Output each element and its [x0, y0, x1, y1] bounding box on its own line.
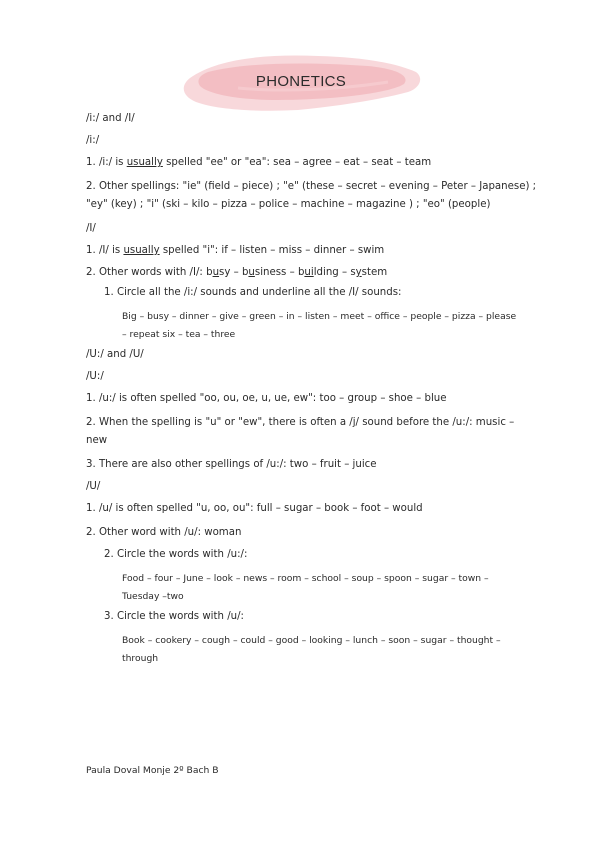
exercise-3-instruction: 3. Circle the words with /u/:: [104, 611, 244, 622]
rule-long-u-2b: new: [86, 435, 108, 446]
title-banner: [178, 48, 424, 120]
rule-long-i-1: 1. /i:/ is usually spelled "ee" or "ea": sea – agree – eat – seat – team: [86, 157, 432, 168]
rule-long-u-2a: 2. When the spelling is "u" or "ew", there is often a /j/ sound before the /u:/: music –: [86, 417, 515, 428]
exercise-3-words-a: Book – cookery – cough – could – good – looking – lunch – soon – sugar – thought –: [122, 635, 501, 646]
rule-short-i-1: 1. /I/ is usually spelled "i": if – listen – miss – dinner – swim: [86, 245, 385, 256]
rule-short-u-1: 1. /u/ is often spelled "u, oo, ou": full – sugar – book – foot – would: [86, 503, 423, 514]
rule-long-u-3: 3. There are also other spellings of /u:/: two – fruit – juice: [86, 459, 377, 470]
exercise-3-words-b: through: [122, 653, 159, 664]
section-heading-oo: /U:/ and /U/: [86, 349, 144, 360]
rule-long-u-1: 1. /u:/ is often spelled "oo, ou, oe, u, ue, ew": too – group – shoe – blue: [86, 393, 447, 404]
subheading-short-i: /I/: [86, 223, 96, 234]
exercise-2-words-b: Tuesday –two: [122, 591, 184, 602]
rule-short-u-2: 2. Other word with /u/: woman: [86, 527, 242, 538]
exercise-1-words-b: – repeat six – tea – three: [122, 329, 236, 340]
subheading-short-u: /U/: [86, 481, 101, 492]
exercise-1-words-a: Big – busy – dinner – give – green – in – listen – meet – office – people – pizza – please: [122, 311, 517, 322]
exercise-1-instruction: 1. Circle all the /i:/ sounds and underline all the /I/ sounds:: [104, 287, 402, 298]
page-title: PHONETICS: [255, 73, 347, 90]
exercise-2-words-a: Food – four – June – look – news – room – school – soup – spoon – sugar – town –: [122, 573, 489, 584]
rule-short-i-2: 2. Other words with /I/: busy – business – building – system: [86, 267, 388, 278]
subheading-long-u: /U:/: [86, 371, 104, 382]
footer-author: Paula Doval Monje 2º Bach B: [86, 765, 219, 776]
rule-long-i-2a: 2. Other spellings: "ie" (field – piece) ; "e" (these – secret – evening – Peter – Japanese) ;: [86, 181, 537, 192]
rule-long-i-2b: "ey" (key) ; "i" (ski – kilo – pizza – police – machine – magazine ) ; "eo" (people): [86, 199, 491, 210]
section-heading-ee: /i:/ and /I/: [86, 113, 135, 124]
subheading-long-i: /i:/: [86, 135, 100, 146]
exercise-2-instruction: 2. Circle the words with /u:/:: [104, 549, 248, 560]
